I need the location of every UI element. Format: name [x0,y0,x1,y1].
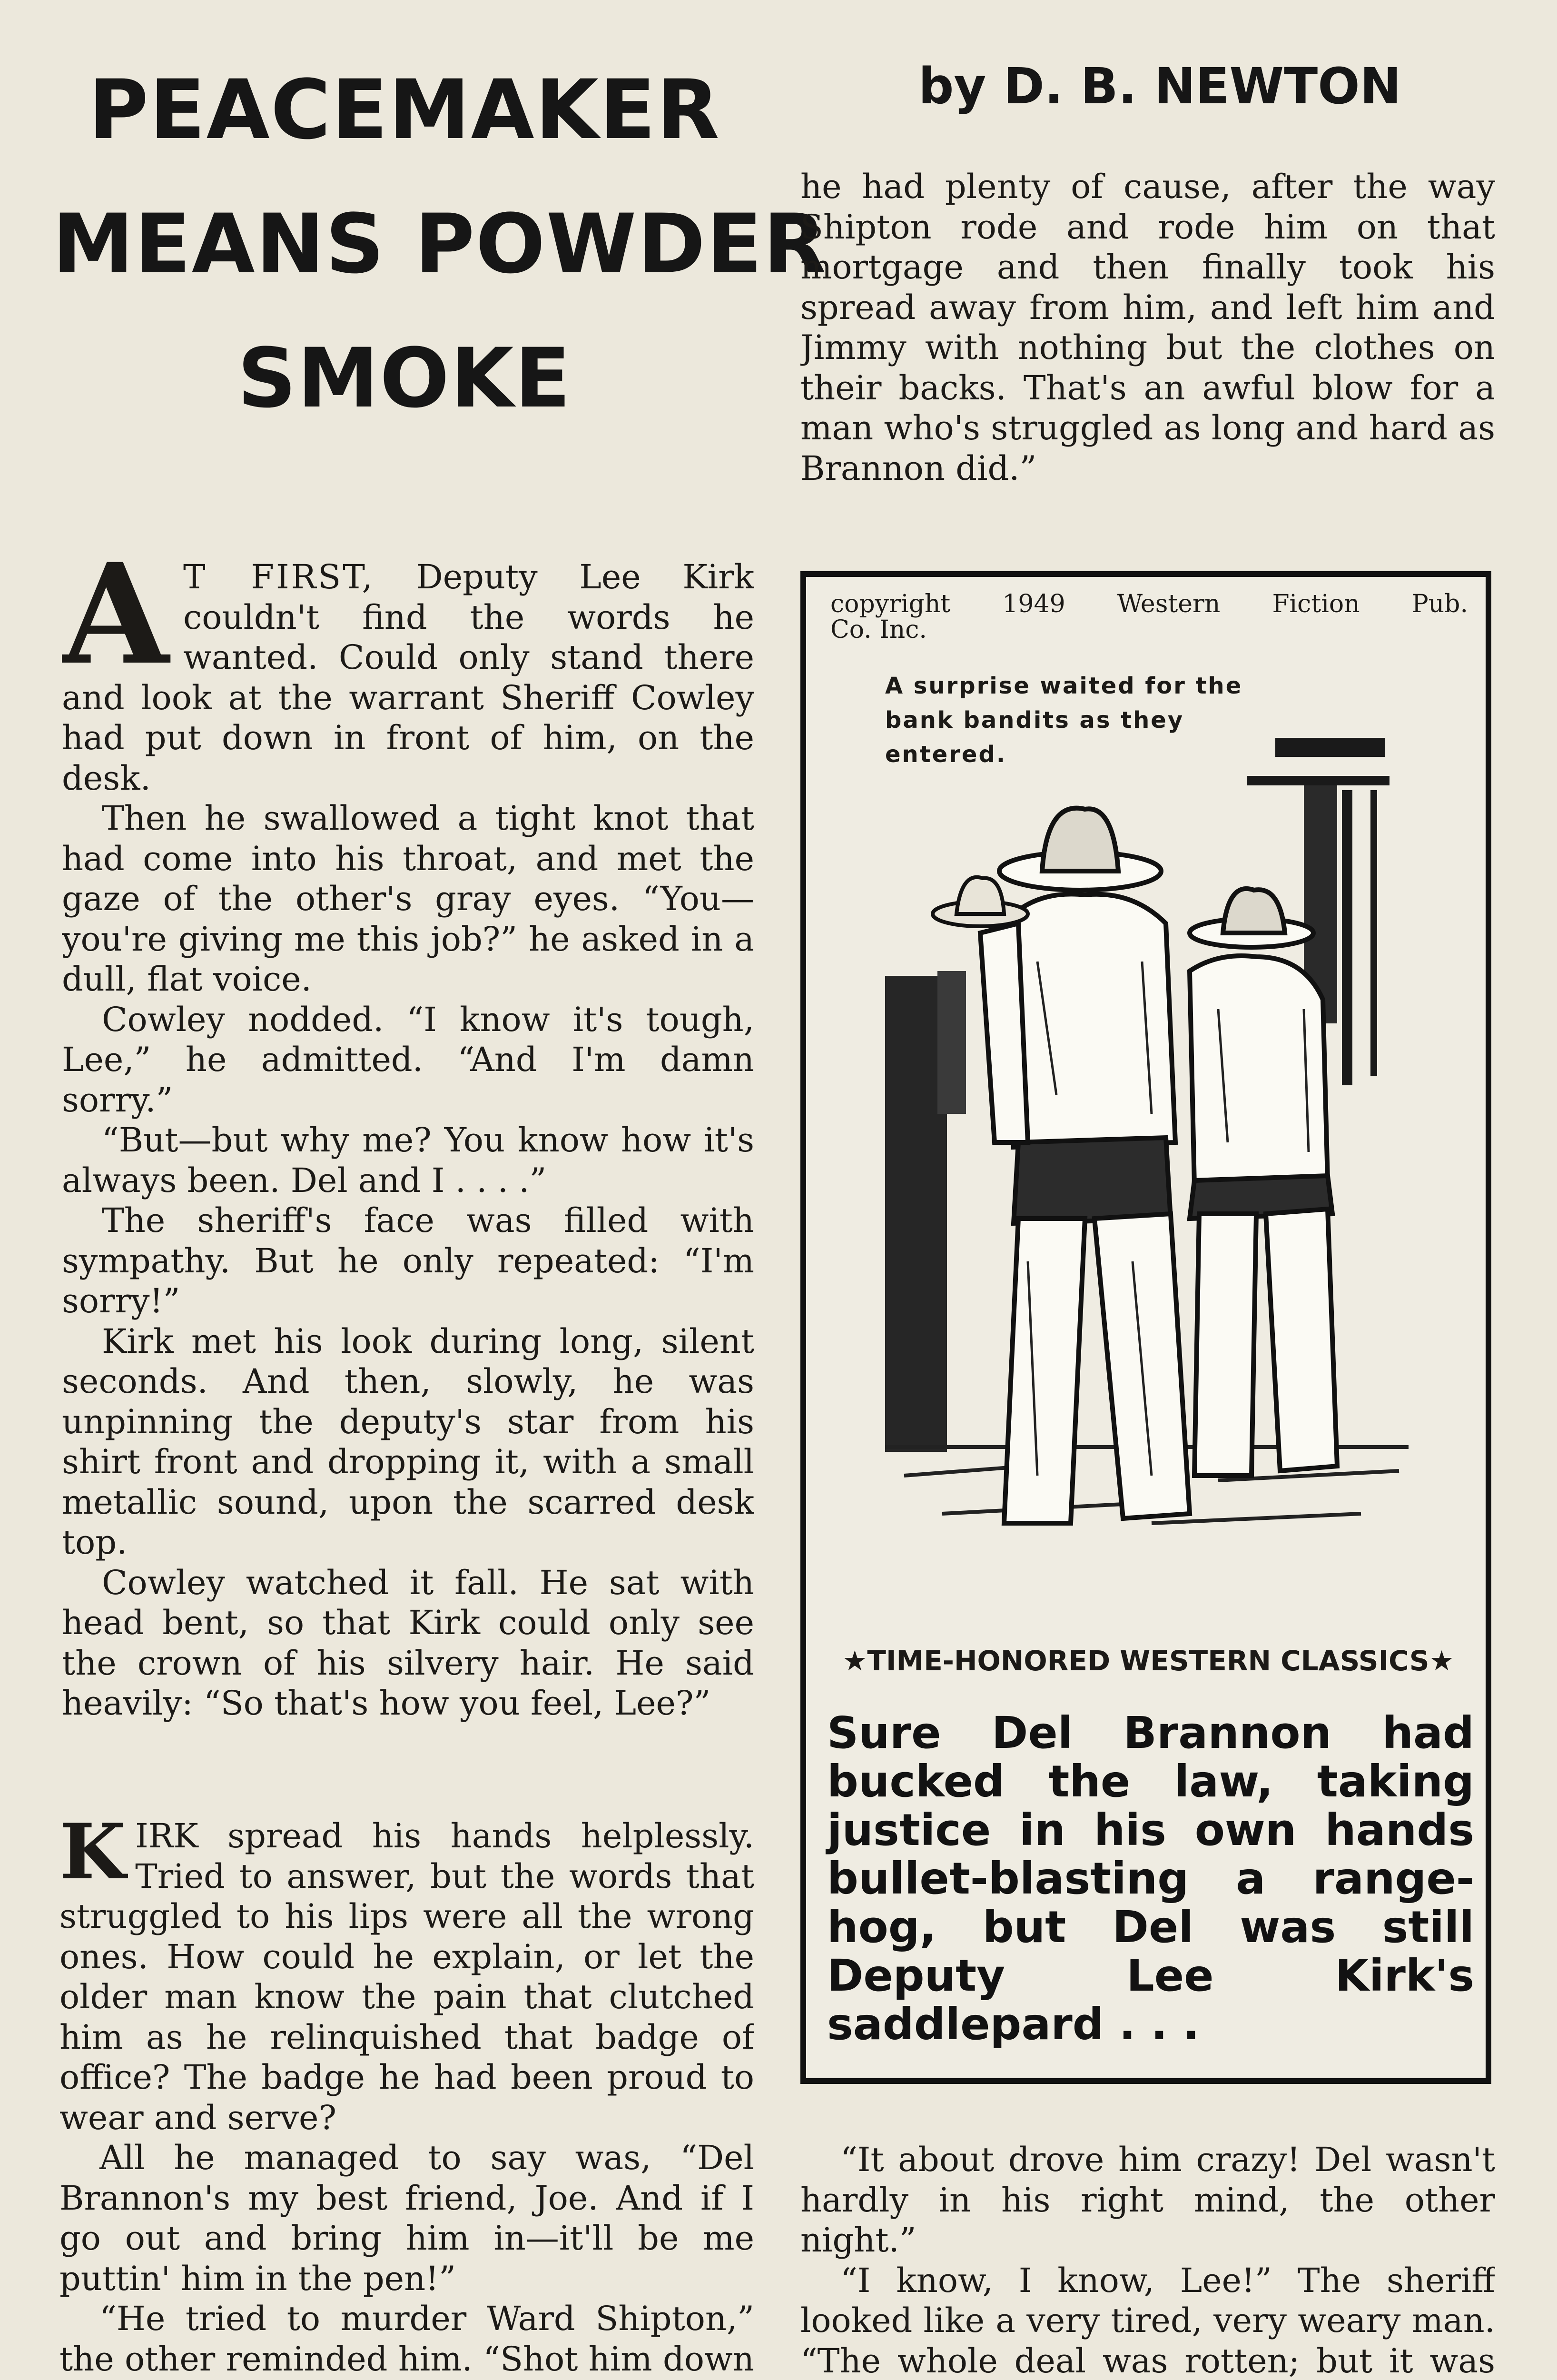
title-line-1: PEACEMAKER [89,62,720,158]
intro-lead-words: T FIRST, [183,557,374,596]
story-column-right-top [800,167,1495,500]
series-banner: ★TIME-HONORED WESTERN CLASSICS★ [842,1645,1454,1677]
title-line-2: MEANS POWDER [52,196,828,292]
copyright-line-2: Co. Inc. [830,615,927,644]
drop-cap-a: A [62,557,169,695]
paragraph: “But—but why me? You know how it's always been. Del and I . . . .” [62,1121,754,1200]
paragraph: Cowley watched it fall. He sat with head bent, so that Kirk could only see the crown of his silvery hair. He said heavily: “So that's how you feel, Lee?” [62,1563,754,1723]
copyright-notice [830,591,1468,643]
paragraph: “He tried to murder Ward Shipton,” the other reminded him. “Shot him down [59,2299,754,2379]
paragraph: Kirk met his look during long, silent seconds. And then, slowly, he was unpinning the deputy's star from his shirt front and dropping it, with a small metallic sound, upon the scarred desk top. [62,1321,754,1562]
story-column-left-bottom [59,1816,754,2380]
illustration-caption: A surprise waited for the bank bandits as they entered. [881,669,1251,772]
paragraph: Then he swallowed a tight knot that had come into his throat, and met the gaze of the other's gray eyes. “You—you're giving me this job?” he asked in a dull, flat voice. [62,799,754,999]
story-title [52,43,828,446]
byline: by D. B. NEWTON [918,57,1401,115]
paragraph: “It about drove him crazy! Del wasn't hardly in his right mind, the other night.” [800,2140,1495,2260]
paragraph-intro [62,557,754,798]
title-line-3: SMOKE [237,330,572,426]
drop-cap-k: K [59,1816,126,1896]
intro-text: Deputy Lee Kirk couldn't find the words he wanted. Could only stand there and look at the warrant Sheriff Cowley had put down in front of him, on the desk. [62,557,754,798]
story-teaser: Sure Del Brannon had bucked the law, taking justice in his own hands bullet-blasting a range-hog, but Del was still Deputy Lee Kirk's saddlepard . . . [827,1707,1474,2050]
story-column-right-bottom [800,2140,1495,2380]
copyright-line-1: copyright 1949 Western Fiction Pub. [830,590,1468,618]
cowboys-illustration [885,666,1413,1599]
paragraph: “I know, I know, Lee!” The sheriff looked like a very tired, very weary man. “The whole deal was rotten; but it was [800,2261,1495,2380]
paragraph: Cowley nodded. “I know it's tough, Lee,” he admitted. “And I'm damn sorry.” [62,1000,754,1120]
section-text: spread his hands helplessly. Tried to answer, but the words that struggled to his lips were all the wrong ones. How could he explain, or let the older man know the pain that clutched him as he relinquished that badge of office? The badge he had been proud to wear and serve? [59,1816,754,2137]
paragraph: All he managed to say was, “Del Brannon's my best friend, Joe. And if I go out and bring him in—it'll be me puttin' him in the pen!” [59,2138,754,2298]
paragraph: he had plenty of cause, after the way Shipton rode and rode him on that mortgage and then finally took his spread away from him, and left him and Jimmy with nothing but the clothes on their backs. That's an awful blow for a man who's struggled as long and hard as Brannon did.” [800,167,1495,488]
paragraph: The sheriff's face was filled with sympathy. But he only repeated: “I'm sorry!” [62,1201,754,1320]
paragraph-section-two [59,1816,754,2138]
story-column-left-top [62,557,754,1733]
section-lead-words: IRK [135,1816,198,1855]
